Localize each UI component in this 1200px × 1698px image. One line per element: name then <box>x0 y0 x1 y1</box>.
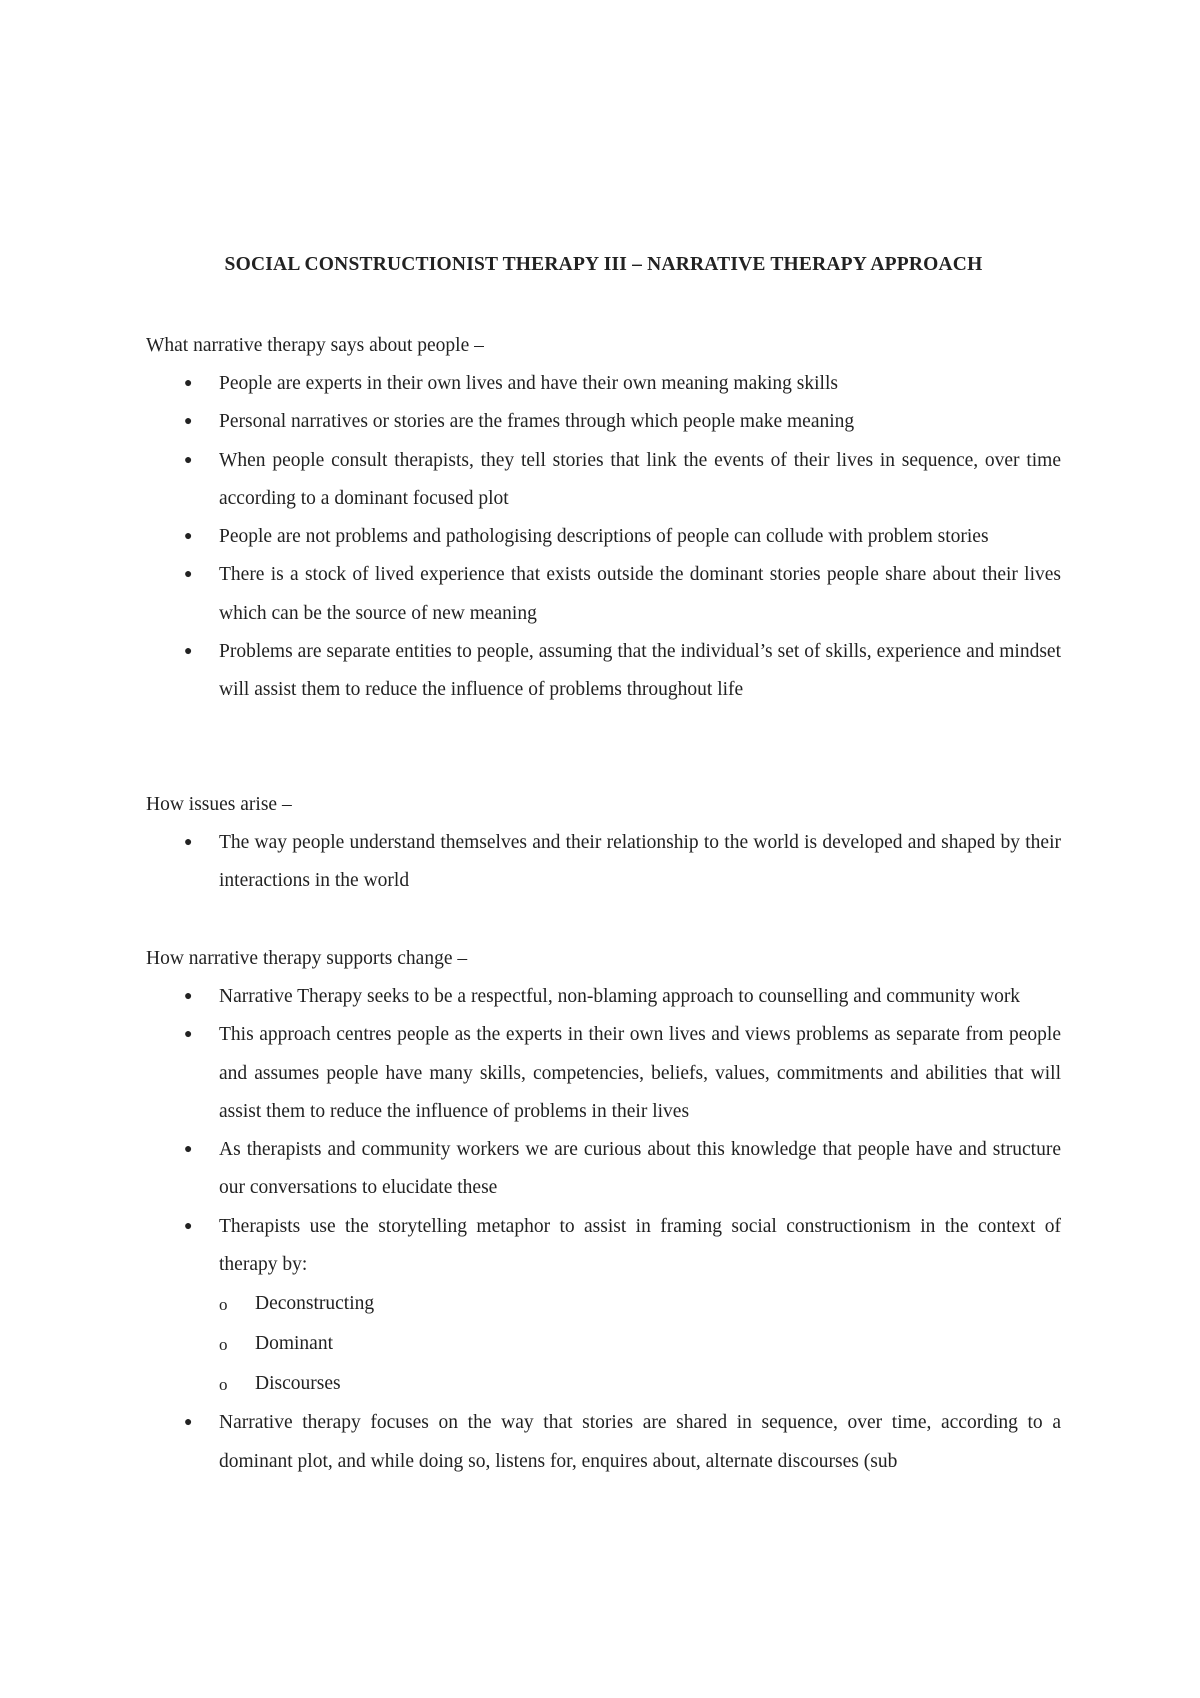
list-item <box>146 633 1061 710</box>
list-item <box>146 442 1061 519</box>
bullet-icon: ● <box>184 414 193 430</box>
list-item <box>146 1131 1061 1208</box>
sub-list-item <box>219 1324 1061 1364</box>
list-item-text: There is a stock of lived experience that exists outside the dominant stories people share about their lives which can be the source of new meaning <box>219 564 1061 624</box>
list-item-text: Problems are separate entities to people, assuming that the individual’s set of skills, experience and mindset will assist them to reduce the influence of problems throughout life <box>219 641 1061 701</box>
list-item <box>146 1404 1061 1481</box>
list-item <box>146 518 1061 556</box>
section-about-people <box>146 327 1061 710</box>
bullet-icon: ● <box>184 644 193 660</box>
bullet-icon: ● <box>184 1415 193 1431</box>
list-item-text: This approach centres people as the experts in their own lives and views problems as separate from people and assumes people have many skills, competencies, beliefs, values, commitments and abilities that will assist them to reduce the influence of problems in their lives <box>219 1024 1061 1122</box>
list-item <box>146 556 1061 633</box>
document-page <box>146 0 1061 1698</box>
list-item-text: Narrative therapy focuses on the way that stories are shared in sequence, over time, according to a dominant plot, and while doing so, listens for, enquires about, alternate discourses (sub <box>219 1412 1061 1472</box>
bullet-icon: ● <box>184 1027 193 1043</box>
sub-list-item-text: Deconstructing <box>255 1293 375 1315</box>
document-title: SOCIAL CONSTRUCTIONIST THERAPY III – NARRATIVE THERAPY APPROACH <box>224 254 983 275</box>
section-heading: How narrative therapy supports change – <box>146 948 468 969</box>
sub-list-item <box>219 1284 1061 1324</box>
list-item <box>146 403 1061 441</box>
list-item <box>146 824 1061 901</box>
list-item <box>146 1016 1061 1131</box>
section-how-issues-arise <box>146 786 1061 901</box>
list-item-text: The way people understand themselves and their relationship to the world is developed and shaped by their interactions in the world <box>219 832 1061 892</box>
list-item-text: Personal narratives or stories are the frames through which people make meaning <box>219 411 855 433</box>
list-item-text: When people consult therapists, they tell stories that link the events of their lives in sequence, over time according to a dominant focused plot <box>219 449 1061 509</box>
bullet-icon: ● <box>184 376 193 391</box>
sub-list-item <box>219 1364 1061 1404</box>
circle-bullet-icon: o <box>219 1375 228 1395</box>
sub-list-item-text: Dominant <box>255 1333 333 1355</box>
bullet-icon: ● <box>184 1218 193 1234</box>
list-item <box>146 365 1061 403</box>
list-item <box>146 1208 1061 1405</box>
bullet-list <box>146 365 1061 710</box>
list-item-text: Therapists use the storytelling metaphor to assist in framing social constructionism in the context of therapy by: <box>219 1215 1061 1276</box>
bullet-icon: ● <box>184 567 193 583</box>
list-item-text: People are not problems and pathologising descriptions of people can collude with problem stories <box>219 526 989 548</box>
circle-bullet-icon: o <box>219 1295 228 1315</box>
list-item <box>146 978 1061 1016</box>
bullet-icon: ● <box>184 529 193 545</box>
sub-list-item-text: Discourses <box>255 1373 341 1395</box>
list-item-text: People are experts in their own lives and have their own meaning making skills <box>219 373 838 394</box>
bullet-icon: ● <box>184 835 193 850</box>
bullet-list <box>146 978 1061 1481</box>
list-item-text: Narrative Therapy seeks to be a respectful, non-blaming approach to counselling and community work <box>219 986 1021 1007</box>
bullet-icon: ● <box>184 1142 193 1158</box>
bullet-icon: ● <box>184 989 193 1004</box>
circle-bullet-icon: o <box>219 1335 228 1355</box>
bullet-list <box>146 824 1061 901</box>
section-supports-change <box>146 940 1061 1481</box>
sub-list <box>219 1284 1061 1404</box>
section-heading: What narrative therapy says about people – <box>146 335 484 356</box>
list-item-text: As therapists and community workers we are curious about this knowledge that people have and structure our conversations to elucidate these <box>219 1139 1061 1199</box>
section-heading: How issues arise – <box>146 794 292 815</box>
bullet-icon: ● <box>184 452 193 468</box>
